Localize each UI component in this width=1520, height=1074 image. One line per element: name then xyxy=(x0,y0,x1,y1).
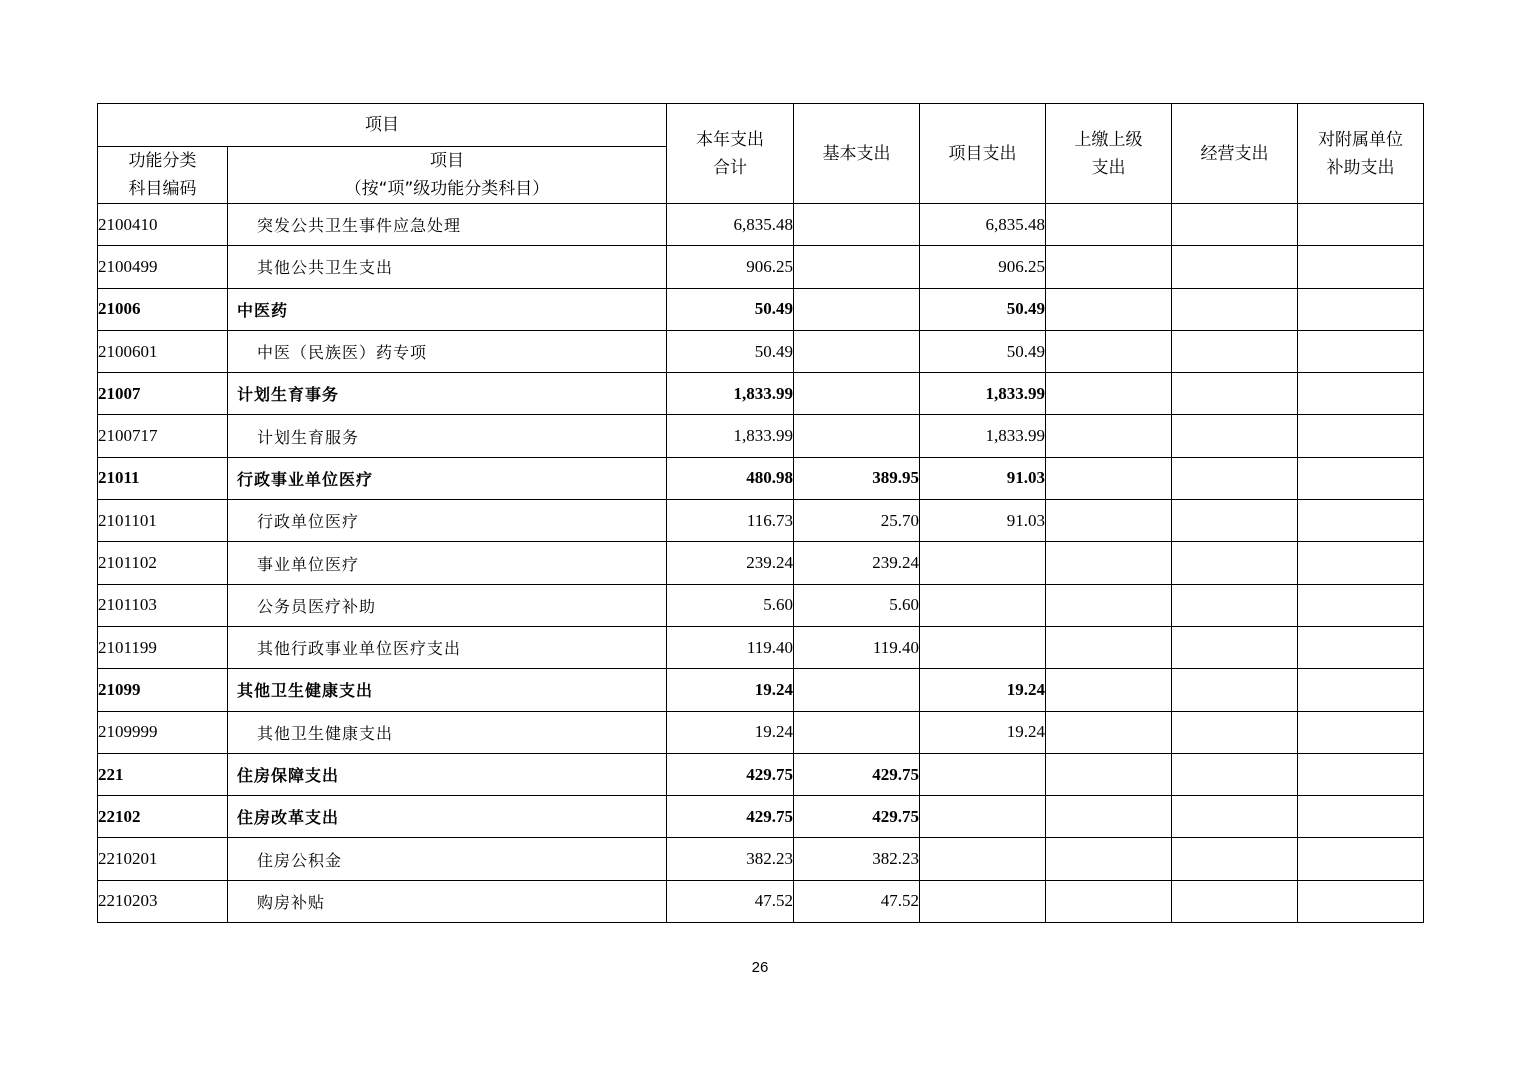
cell-remit xyxy=(1046,288,1172,330)
cell-remit xyxy=(1046,246,1172,288)
cell-remit xyxy=(1046,457,1172,499)
cell-operating xyxy=(1172,204,1298,246)
cell-total: 19.24 xyxy=(667,669,794,711)
cell-name: 其他卫生健康支出 xyxy=(228,669,667,711)
cell-operating xyxy=(1172,457,1298,499)
cell-basic: 389.95 xyxy=(794,457,920,499)
cell-total: 480.98 xyxy=(667,457,794,499)
cell-total: 119.40 xyxy=(667,626,794,668)
cell-basic xyxy=(794,669,920,711)
header-remit xyxy=(1046,104,1172,204)
header-basic: 基本支出 xyxy=(794,104,920,204)
cell-project: 50.49 xyxy=(920,288,1046,330)
header-subsidy-line2: 补助支出 xyxy=(1326,157,1395,178)
table-row xyxy=(98,711,1424,753)
cell-total: 5.60 xyxy=(667,584,794,626)
cell-subsidy xyxy=(1298,584,1424,626)
cell-basic: 239.24 xyxy=(794,542,920,584)
table-row xyxy=(98,415,1424,457)
expenditure-table xyxy=(97,103,1424,923)
cell-code: 2100499 xyxy=(98,246,228,288)
cell-total: 382.23 xyxy=(667,838,794,880)
cell-subsidy xyxy=(1298,373,1424,415)
cell-project: 19.24 xyxy=(920,711,1046,753)
table-row xyxy=(98,204,1424,246)
table-row xyxy=(98,626,1424,668)
cell-code: 2210201 xyxy=(98,838,228,880)
cell-name: 计划生育服务 xyxy=(228,415,667,457)
cell-remit xyxy=(1046,838,1172,880)
cell-subsidy xyxy=(1298,838,1424,880)
header-code xyxy=(98,147,228,204)
cell-project xyxy=(920,838,1046,880)
table-header xyxy=(98,104,1424,204)
cell-subsidy xyxy=(1298,457,1424,499)
cell-subsidy xyxy=(1298,542,1424,584)
header-operating: 经营支出 xyxy=(1172,104,1298,204)
cell-total: 116.73 xyxy=(667,500,794,542)
cell-subsidy xyxy=(1298,330,1424,372)
cell-basic xyxy=(794,246,920,288)
cell-code: 2109999 xyxy=(98,711,228,753)
cell-code: 21007 xyxy=(98,373,228,415)
table-row xyxy=(98,753,1424,795)
cell-code: 22102 xyxy=(98,796,228,838)
cell-remit xyxy=(1046,542,1172,584)
cell-project xyxy=(920,753,1046,795)
cell-remit xyxy=(1046,500,1172,542)
cell-code: 2101199 xyxy=(98,626,228,668)
cell-total: 239.24 xyxy=(667,542,794,584)
table-row xyxy=(98,500,1424,542)
cell-project xyxy=(920,626,1046,668)
cell-total: 1,833.99 xyxy=(667,415,794,457)
cell-name: 住房保障支出 xyxy=(228,753,667,795)
cell-name: 中医（民族医）药专项 xyxy=(228,330,667,372)
cell-remit xyxy=(1046,330,1172,372)
cell-total: 50.49 xyxy=(667,288,794,330)
cell-code: 2100717 xyxy=(98,415,228,457)
cell-basic: 25.70 xyxy=(794,500,920,542)
table-row xyxy=(98,246,1424,288)
cell-subsidy xyxy=(1298,796,1424,838)
cell-code: 2100410 xyxy=(98,204,228,246)
cell-project: 50.49 xyxy=(920,330,1046,372)
cell-remit xyxy=(1046,796,1172,838)
cell-basic: 382.23 xyxy=(794,838,920,880)
cell-name: 购房补贴 xyxy=(228,880,667,922)
cell-code: 2101103 xyxy=(98,584,228,626)
cell-operating xyxy=(1172,415,1298,457)
cell-project xyxy=(920,542,1046,584)
header-item: 项目 xyxy=(98,104,667,147)
cell-project: 906.25 xyxy=(920,246,1046,288)
header-total-line2: 合计 xyxy=(713,157,747,178)
cell-name: 行政事业单位医疗 xyxy=(228,457,667,499)
table-row xyxy=(98,584,1424,626)
cell-remit xyxy=(1046,711,1172,753)
header-name xyxy=(228,147,667,204)
cell-subsidy xyxy=(1298,246,1424,288)
cell-name: 突发公共卫生事件应急处理 xyxy=(228,204,667,246)
table-row xyxy=(98,373,1424,415)
cell-operating xyxy=(1172,288,1298,330)
cell-code: 2101102 xyxy=(98,542,228,584)
cell-total: 47.52 xyxy=(667,880,794,922)
cell-subsidy xyxy=(1298,880,1424,922)
cell-subsidy xyxy=(1298,500,1424,542)
cell-basic xyxy=(794,204,920,246)
cell-code: 21006 xyxy=(98,288,228,330)
cell-project xyxy=(920,796,1046,838)
cell-subsidy xyxy=(1298,204,1424,246)
cell-project: 6,835.48 xyxy=(920,204,1046,246)
cell-code: 21011 xyxy=(98,457,228,499)
cell-project: 19.24 xyxy=(920,669,1046,711)
cell-subsidy xyxy=(1298,288,1424,330)
cell-total: 906.25 xyxy=(667,246,794,288)
cell-basic xyxy=(794,330,920,372)
cell-operating xyxy=(1172,796,1298,838)
cell-operating xyxy=(1172,626,1298,668)
cell-basic: 47.52 xyxy=(794,880,920,922)
cell-operating xyxy=(1172,542,1298,584)
cell-operating xyxy=(1172,753,1298,795)
cell-subsidy xyxy=(1298,669,1424,711)
table-row xyxy=(98,542,1424,584)
cell-operating xyxy=(1172,330,1298,372)
cell-subsidy xyxy=(1298,753,1424,795)
cell-basic xyxy=(794,373,920,415)
cell-operating xyxy=(1172,246,1298,288)
cell-remit xyxy=(1046,669,1172,711)
header-remit-line2: 支出 xyxy=(1091,157,1126,178)
cell-total: 1,833.99 xyxy=(667,373,794,415)
cell-operating xyxy=(1172,669,1298,711)
cell-name: 事业单位医疗 xyxy=(228,542,667,584)
cell-project: 1,833.99 xyxy=(920,415,1046,457)
table-row xyxy=(98,796,1424,838)
cell-name: 其他卫生健康支出 xyxy=(228,711,667,753)
header-code-line2: 科目编码 xyxy=(128,179,197,199)
header-name-line1: 项目 xyxy=(430,151,464,171)
cell-basic: 5.60 xyxy=(794,584,920,626)
cell-name: 中医药 xyxy=(228,288,667,330)
cell-project xyxy=(920,880,1046,922)
cell-basic xyxy=(794,288,920,330)
cell-operating xyxy=(1172,584,1298,626)
cell-remit xyxy=(1046,880,1172,922)
table-row xyxy=(98,288,1424,330)
cell-code: 21099 xyxy=(98,669,228,711)
cell-remit xyxy=(1046,584,1172,626)
cell-remit xyxy=(1046,626,1172,668)
cell-name: 住房改革支出 xyxy=(228,796,667,838)
cell-basic xyxy=(794,711,920,753)
header-total-line1: 本年支出 xyxy=(696,129,764,150)
table-row xyxy=(98,330,1424,372)
header-code-line1: 功能分类 xyxy=(128,151,197,171)
cell-remit xyxy=(1046,204,1172,246)
cell-operating xyxy=(1172,373,1298,415)
cell-project xyxy=(920,584,1046,626)
cell-operating xyxy=(1172,711,1298,753)
cell-code: 221 xyxy=(98,753,228,795)
cell-project: 91.03 xyxy=(920,500,1046,542)
cell-total: 50.49 xyxy=(667,330,794,372)
header-total xyxy=(667,104,794,204)
cell-remit xyxy=(1046,415,1172,457)
cell-basic: 119.40 xyxy=(794,626,920,668)
cell-project: 91.03 xyxy=(920,457,1046,499)
cell-project: 1,833.99 xyxy=(920,373,1046,415)
header-project: 项目支出 xyxy=(920,104,1046,204)
cell-name: 住房公积金 xyxy=(228,838,667,880)
cell-basic xyxy=(794,415,920,457)
cell-code: 2100601 xyxy=(98,330,228,372)
cell-basic: 429.75 xyxy=(794,753,920,795)
cell-name: 其他行政事业单位医疗支出 xyxy=(228,626,667,668)
table-row xyxy=(98,669,1424,711)
table-row xyxy=(98,838,1424,880)
cell-name: 行政单位医疗 xyxy=(228,500,667,542)
cell-subsidy xyxy=(1298,415,1424,457)
table-body xyxy=(98,204,1424,923)
cell-remit xyxy=(1046,753,1172,795)
header-subsidy-line1: 对附属单位 xyxy=(1318,129,1403,150)
cell-total: 429.75 xyxy=(667,796,794,838)
cell-total: 429.75 xyxy=(667,753,794,795)
header-subsidy xyxy=(1298,104,1424,204)
page-number: 26 xyxy=(751,959,769,976)
header-name-line2: （按“项”级功能分类科目） xyxy=(344,179,550,199)
cell-subsidy xyxy=(1298,711,1424,753)
cell-code: 2101101 xyxy=(98,500,228,542)
cell-operating xyxy=(1172,838,1298,880)
table-row xyxy=(98,880,1424,922)
cell-operating xyxy=(1172,880,1298,922)
cell-remit xyxy=(1046,373,1172,415)
cell-total: 6,835.48 xyxy=(667,204,794,246)
cell-name: 公务员医疗补助 xyxy=(228,584,667,626)
cell-total: 19.24 xyxy=(667,711,794,753)
cell-subsidy xyxy=(1298,626,1424,668)
cell-name: 计划生育事务 xyxy=(228,373,667,415)
header-remit-line1: 上缴上级 xyxy=(1074,129,1143,150)
table-row xyxy=(98,457,1424,499)
cell-operating xyxy=(1172,500,1298,542)
cell-code: 2210203 xyxy=(98,880,228,922)
cell-name: 其他公共卫生支出 xyxy=(228,246,667,288)
cell-basic: 429.75 xyxy=(794,796,920,838)
